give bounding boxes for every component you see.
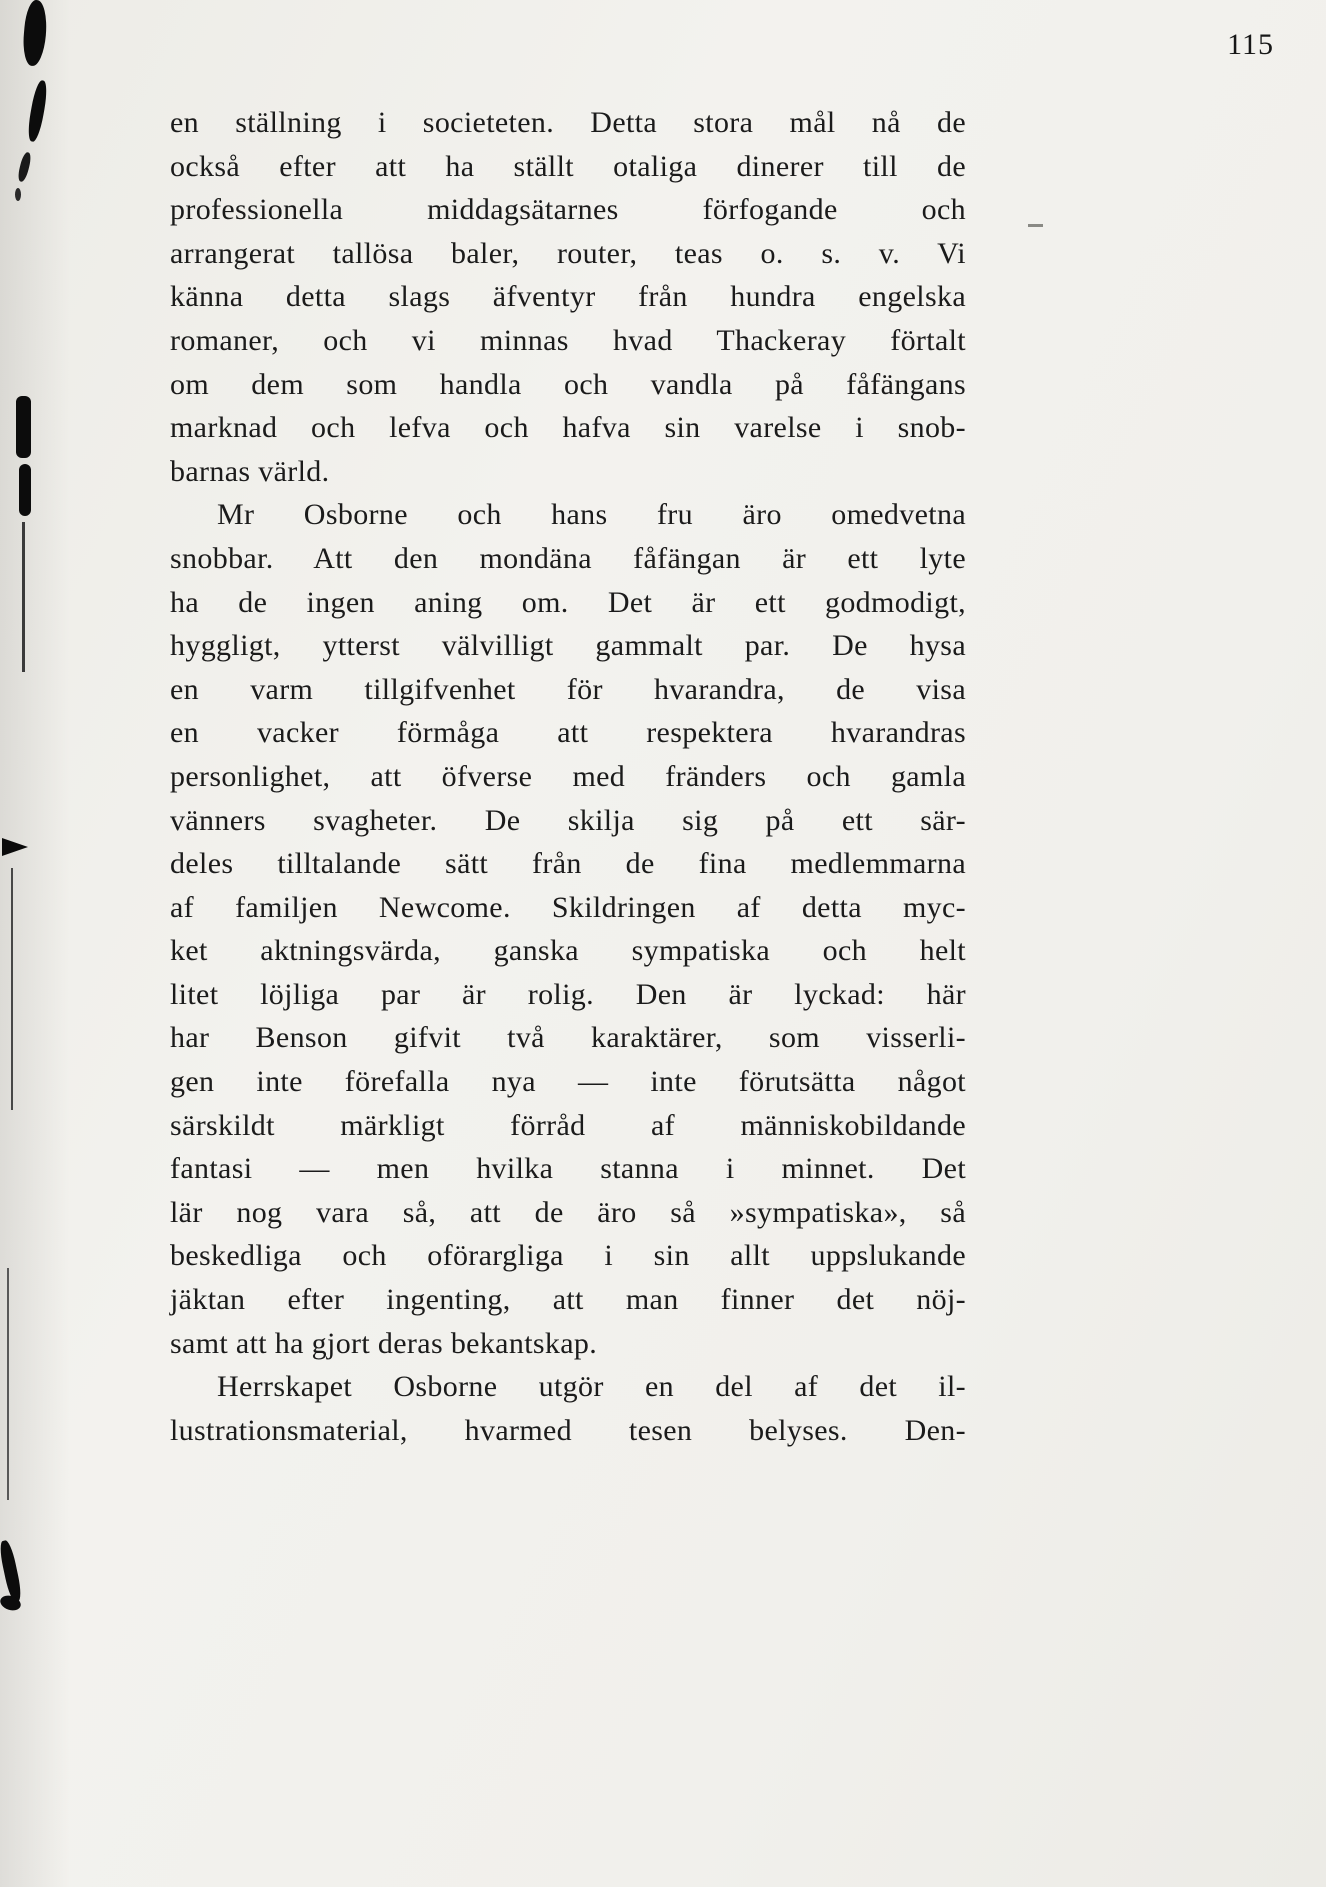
text-line: känna detta slags äfventyr från hundra engelska — [170, 280, 966, 314]
text-line: ha de ingen aning om. Det är ett godmodigt, — [170, 585, 966, 619]
scan-mark-top-left-stroke — [26, 79, 50, 142]
paragraph — [170, 1365, 966, 1452]
text-line: arrangerat tallösa baler, router, teas o. s. v. Vi — [170, 236, 966, 270]
scan-mark-dot-1 — [17, 151, 33, 182]
text-line: jäktan efter ingenting, att man finner det nöj- — [170, 1283, 966, 1317]
scan-mark-thin-line-3 — [7, 1268, 9, 1500]
text-line: litet löjliga par är rolig. Den är lyckad: här — [170, 977, 966, 1011]
text-line: Herrskapet Osborne utgör en del af det il- — [217, 1370, 966, 1404]
scan-mark-arrow — [2, 838, 28, 856]
scan-mark-mid-bar-1 — [16, 396, 31, 458]
scan-mark-bottom-hook — [0, 1539, 23, 1602]
text-line: professionella middagsätarnes förfogande och — [170, 193, 966, 227]
scan-mark-top-left-blob — [21, 0, 49, 67]
text-line: af familjen Newcome. Skildringen af detta myc- — [170, 890, 966, 924]
text-line: personlighet, att öfverse med fränders och gamla — [170, 759, 966, 793]
scan-mark-thin-line-1 — [22, 522, 25, 672]
text-line: lär nog vara så, att de äro så »sympatiska», så — [170, 1195, 966, 1229]
text-line: en vacker förmåga att respektera hvarandras — [170, 716, 966, 750]
text-line: deles tilltalande sätt från de fina medlemmarna — [170, 847, 966, 881]
paragraph — [170, 101, 966, 493]
text-line: beskedliga och oförargliga i sin allt uppslukande — [170, 1239, 966, 1273]
scan-mark-margin-dash — [1028, 224, 1043, 227]
scan-mark-thin-line-2 — [11, 868, 13, 1110]
text-line: också efter att ha ställt otaliga dinerer till de — [170, 149, 966, 183]
text-line: särskildt märkligt förråd af människobildande — [170, 1108, 966, 1142]
text-line: hyggligt, ytterst välvilligt gammalt par. De hysa — [170, 629, 966, 663]
text-line: om dem som handla och vandla på fåfängans — [170, 367, 966, 401]
text-line: marknad och lefva och hafva sin varelse i snob- — [170, 411, 966, 445]
text-line: samt att ha gjort deras bekantskap. — [170, 1326, 598, 1360]
paragraph — [170, 493, 966, 1365]
text-line: gen inte förefalla nya — inte förutsätta något — [170, 1065, 966, 1099]
scan-mark-mid-bar-2 — [19, 464, 31, 516]
page-number: 115 — [1227, 28, 1274, 61]
text-line: fantasi — men hvilka stanna i minnet. Det — [170, 1152, 966, 1186]
text-line: en ställning i societeten. Detta stora mål nå de — [170, 106, 966, 139]
text-line: ket aktningsvärda, ganska sympatiska och helt — [170, 934, 966, 968]
text-line: vänners svagheter. De skilja sig på ett sär- — [170, 803, 966, 837]
text-line: har Benson gifvit två karaktärer, som visserli- — [170, 1021, 966, 1055]
scan-mark-dot-2 — [15, 188, 21, 201]
page-body — [170, 101, 966, 1452]
text-line: Mr Osborne och hans fru äro omedvetna — [217, 498, 966, 532]
text-line: romaner, och vi minnas hvad Thackeray förtalt — [170, 323, 966, 357]
text-line: barnas värld. — [170, 454, 330, 488]
text-line: en varm tillgifvenhet för hvarandra, de visa — [170, 672, 966, 706]
text-line: lustrationsmaterial, hvarmed tesen belyses. Den- — [170, 1413, 966, 1447]
text-line: snobbar. Att den mondäna fåfängan är ett lyte — [170, 541, 966, 575]
